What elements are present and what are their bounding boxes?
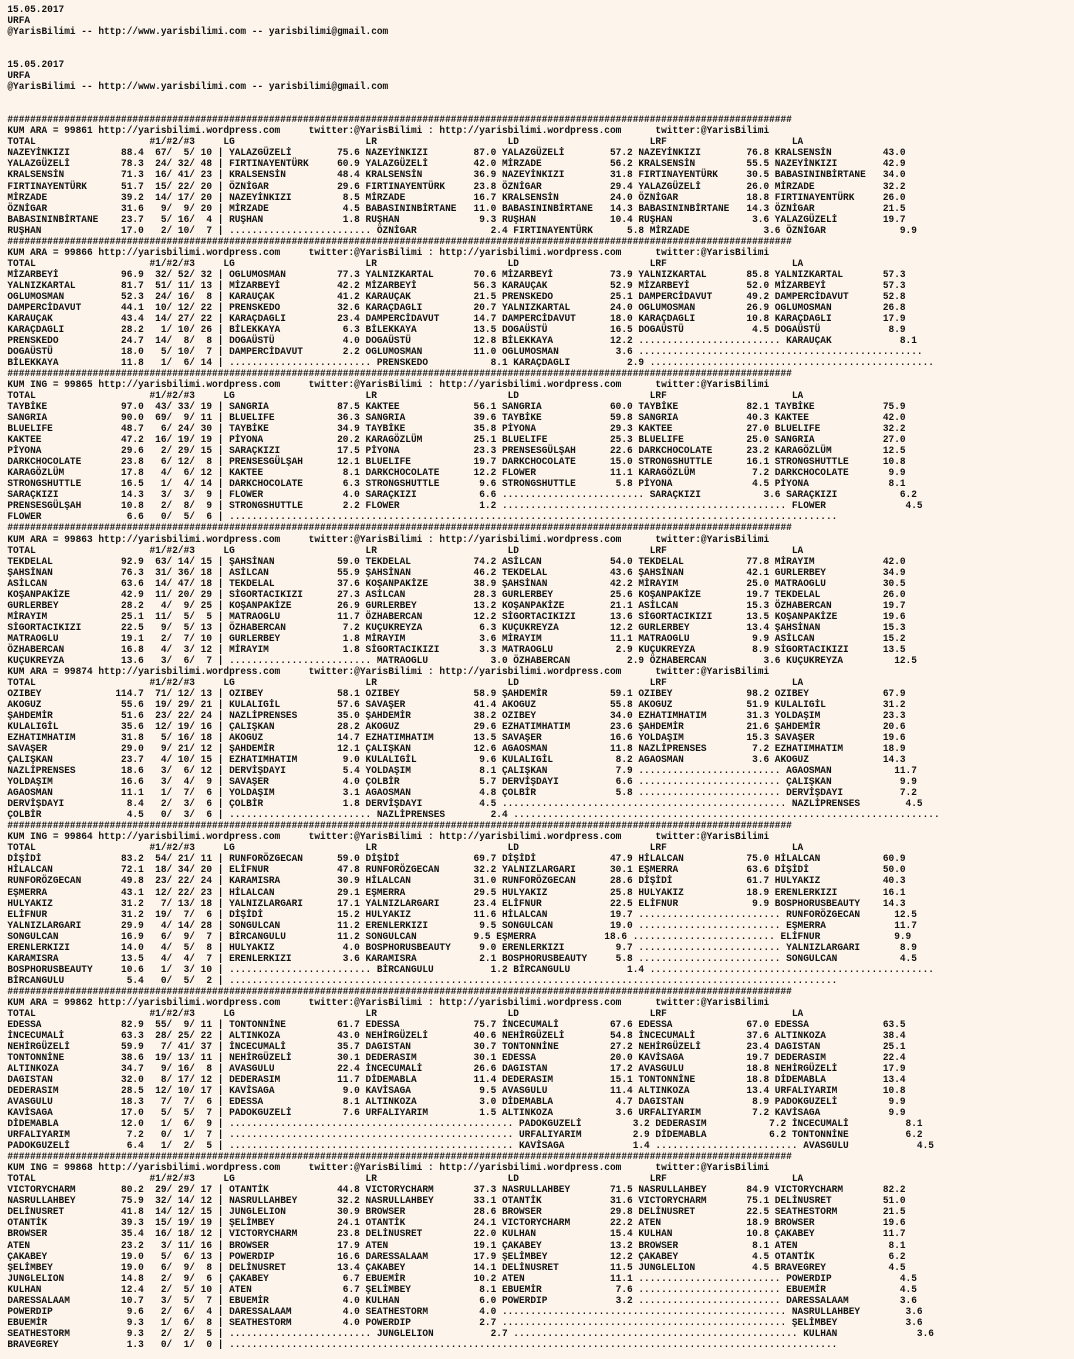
text-line: KUM ARA = 99863 http://yarisbilimi.wordpress.com twitter:@YarisBilimi : http://yarisbilimi.wordpress.com twitter:@YarisBilimi	[7, 533, 770, 546]
text-line: BİLEKKAYA 11.8 1/ 6/ 14 | ......................... PRENSKEDO 8.1 KARAÇDAGLI 2.9 ..................................................	[7, 357, 934, 369]
text-line: KUM ING = 99868 http://yarisbilimi.wordpress.com twitter:@YarisBilimi : http://yarisbilimi.wordpress.com twitter:@YarisBilimi	[7, 1162, 770, 1175]
text-line: ŞAHDEMİR 51.6 23/ 22/ 24 | NAZLİPRENSES 35.0 ŞAHDEMİR 38.2 OZIBEY 34.0 EZHATIMHATIM 31.3 YOLDAŞIM 23.3	[7, 710, 906, 722]
text-line: ŞAHSİNAN 76.3 31/ 36/ 18 | ASİLCAN 55.9 ŞAHSİNAN 46.2 TEKDELAL 43.6 ŞAHSİNAN 42.1 GURLERBEY 34.9	[7, 566, 906, 579]
text-line: EŞMERRA 43.1 12/ 22/ 23 | HİLALCAN 29.1 EŞMERRA 29.5 HULYAKIZ 25.8 HULYAKIZ 18.9 ERENLERKIZI 16.1	[7, 886, 906, 899]
text-line: İNCECUMALİ 63.3 28/ 25/ 22 | ALTINKOZA 43.0 NEHİRGÜZELİ 40.6 NEHİRGÜZELİ 54.8 İNCECUMALİ 37.6 ALTINKOZA 38.4	[7, 1029, 906, 1042]
text-line: URFA	[7, 15, 31, 28]
text-line: DOGAÜSTÜ 18.0 5/ 10/ 7 | DAMPERCİDAVUT 2.2 OGLUMOSMAN 11.0 OGLUMOSMAN 3.6 ..................................................	[7, 345, 923, 358]
text-line: KUM ING = 99865 http://yarisbilimi.wordpress.com twitter:@YarisBilimi : http://yarisbilimi.wordpress.com twitter:@YarisBilimi	[7, 379, 770, 392]
text-line: YALAZGÜZELİ 78.3 24/ 32/ 48 | FIRTINAYENTÜRK 60.9 YALAZGÜZELİ 42.0 MİRZADE 56.2 KRALSENSİN 55.5 NAZEYİNKIZI 42.9	[7, 158, 906, 171]
text-line: BLUELIFE 48.7 6/ 24/ 30 | TAYBİKE 34.9 TAYBİKE 35.8 PİYONA 29.3 KAKTEE 27.0 BLUELIFE 32.2	[7, 423, 906, 436]
text-line: URFALIYARIM 7.2 0/ 1/ 7 | .................................................. URFALIYARIM 2.9 DİDEMABLA 6.2 TONTONNİNE 6.2	[7, 1129, 923, 1142]
text-line: OTANTİK 39.3 15/ 19/ 19 | ŞELİMBEY 24.1 OTANTİK 24.1 VICTORYCHARM 22.2 ATEN 18.9 BROWSER 19.6	[7, 1217, 906, 1230]
text-line: TOTAL #1/#2/#3 LG LR LD LRF LA	[7, 676, 804, 689]
text-line: ÇOLBİR 4.5 0/ 3/ 6 | ......................... NAZLİPRENSES 2.4 ...........................................................................	[7, 809, 940, 822]
text-line: DAGISTAN 32.0 8/ 17/ 12 | DEDERASIM 11.7 DİDEMABLA 11.4 DEDERASIM 15.1 TONTONNİNE 18.8 DİDEMABLA 13.4	[7, 1074, 906, 1087]
text-line: DELİNUSRET 41.8 14/ 12/ 15 | JUNGLELION 30.9 BROWSER 28.6 BROWSER 29.8 DELİNUSRET 22.5 SEATHESTORM 21.5	[7, 1206, 906, 1219]
text-line: @YarisBilimi -- http://www.yarisbilimi.com -- yarisbilimi@gmail.com	[7, 81, 389, 94]
text-line: OGLUMOSMAN 52.3 24/ 16/ 8 | KARAUÇAK 41.2 KARAUÇAK 21.5 PRENSKEDO 25.1 DAMPERCİDAVUT 49.2 DAMPERCİDAVUT 52.8	[7, 290, 906, 303]
text-line: DARESSALAAM 10.7 3/ 5/ 7 | EBUEMİR 4.0 KULHAN 6.0 POWERDIP 3.2 ......................... DARESSALAAM 3.6	[7, 1294, 917, 1307]
text-line: BRAVEGREY 1.3 0/ 1/ 0 | ...........................................................................................................	[7, 1338, 838, 1351]
text-line: PRENSESGÜLŞAH 10.8 2/ 8/ 9 | STRONGSHUTTLE 2.2 FLOWER 1.2 .................................................. FLOWER 4.5	[7, 500, 923, 513]
text-line: ##########################################################################################################################################	[7, 368, 792, 381]
text-line: TOTAL #1/#2/#3 LG LR LD LRF LA	[7, 544, 804, 557]
text-line: YALNIZKARTAL 81.7 51/ 11/ 13 | MİZARBEYİ 42.2 MİZARBEYİ 56.3 KARAUÇAK 52.9 MİZARBEYİ 52.0 MİZARBEYİ 57.3	[7, 279, 906, 292]
text-line	[7, 38, 988, 49]
text-line: TOTAL #1/#2/#3 LG LR LD LRF LA	[7, 1007, 804, 1020]
text-line: MİRZADE 39.2 14/ 17/ 20 | NAZEYİNKIZI 8.5 MİRZADE 16.7 KRALSENSİN 24.0 ÖZNİGAR 18.8 FIRTINAYENTÜRK 26.0	[7, 191, 906, 204]
text-line: DİDEMABLA 12.0 1/ 6/ 9 | .................................................. PADOKGUZELİ 3.2 DEDERASIM 7.2 İNCECUMALİ 8.1	[7, 1118, 923, 1131]
text-line: EBUEMİR 9.3 1/ 6/ 8 | SEATHESTORM 4.0 POWERDIP 2.7 .................................................. ŞELİMBEY 3.6	[7, 1316, 923, 1329]
text-line: SONGULCAN 16.9 6/ 9/ 7 | BİRCANGULU 11.2 SONGULCAN 9.5 EŞMERRA 18.6 ......................... ELİFNUR 9.9	[7, 930, 912, 943]
text-line: KAVİSAGA 17.0 5/ 5/ 7 | PADOKGUZELİ 7.6 URFALIYARIM 1.5 ALTINKOZA 3.6 URFALIYARIM 7.2 KAVİSAGA 9.9	[7, 1107, 906, 1120]
text-line: MİZARBEYİ 96.9 32/ 52/ 32 | OGLUMOSMAN 77.3 YALNIZKARTAL 70.6 MİZARBEYİ 73.9 YALNIZKARTAL 85.8 YALNIZKARTAL 57.3	[7, 268, 906, 281]
text-line: ##########################################################################################################################################	[7, 985, 792, 998]
text-line: ##########################################################################################################################################	[7, 235, 792, 248]
text-line: YOLDAŞIM 16.6 3/ 4/ 9 | SAVAŞER 4.0 ÇOLBİR 5.7 DERVİŞDAYI 6.6 ......................... ÇALIŞKAN 9.9	[7, 776, 917, 789]
text-line: SEATHESTORM 9.3 2/ 2/ 5 | ......................... JUNGLELION 2.7 .................................................. KULHAN 3.6	[7, 1327, 934, 1340]
text-line: ÖZNİGAR 31.6 9/ 9/ 20 | MİRZADE 4.5 BABASININBİRTANE 11.0 BABASININBİRTANE 14.3 BABASININBİRTANE 14.3 ÖZNİGAR 21.5	[7, 202, 906, 215]
text-line: HİLALCAN 72.1 18/ 34/ 20 | ELİFNUR 47.8 RUNFORÖZGECAN 32.2 YALNIZLARGARI 30.1 EŞMERRA 63.6 DİŞİDİ 50.0	[7, 864, 906, 877]
text-line: KUM ARA = 99861 http://yarisbilimi.wordpress.com twitter:@YarisBilimi : http://yarisbilimi.wordpress.com twitter:@YarisBilimi	[7, 125, 770, 138]
text-line: BROWSER 35.4 16/ 18/ 12 | VICTORYCHARM 23.8 DELİNUSRET 22.0 KULHAN 15.4 KULHAN 10.8 ÇAKABEY 11.7	[7, 1228, 906, 1241]
text-line: KUM ING = 99864 http://yarisbilimi.wordpress.com twitter:@YarisBilimi : http://yarisbilimi.wordpress.com twitter:@YarisBilimi	[7, 831, 770, 844]
text-line: KRALSENSİN 71.3 16/ 41/ 23 | KRALSENSİN 48.4 KRALSENSİN 36.9 NAZEYİNKIZI 31.8 FIRTINAYENTÜRK 30.5 BABASININBİRTANE 34.0	[7, 169, 906, 182]
text-line: NEHİRGÜZELİ 59.9 7/ 41/ 37 | İNCECUMALİ 35.7 DAGISTAN 30.7 TONTONNİNE 27.2 NEHİRGÜZELİ 23.4 DAGISTAN 25.1	[7, 1040, 906, 1053]
text-line: EZHATIMHATIM 31.8 5/ 16/ 18 | AKOGUZ 14.7 EZHATIMHATIM 13.5 SAVAŞER 16.6 YOLDAŞIM 15.3 SAVAŞER 19.6	[7, 732, 906, 745]
text-line: PRENSKEDO 24.7 14/ 8/ 8 | DOGAÜSTÜ 4.0 DOGAÜSTÜ 12.8 BİLEKKAYA 12.2 ......................... KARAUÇAK 8.1	[7, 334, 917, 347]
text-line: ERENLERKIZI 14.0 4/ 5/ 8 | HULYAKIZ 4.0 BOSPHORUSBEAUTY 9.0 ERENLERKIZI 9.7 ......................... YALNIZLARGARI 8.9	[7, 941, 917, 954]
text-line: PADOKGUZELİ 6.4 1/ 2/ 5 | .................................................. KAVİSAGA 1.4 ......................... AVASGULU 4.5	[7, 1140, 934, 1153]
text-line: MİRAYIM 25.1 11/ 5/ 5 | MATRAOGLU 11.7 ÖZHABERCAN 12.2 SİGORTACIKIZI 13.6 SİGORTACIKIZI 13.5 KOŞANPAKİZE 19.6	[7, 610, 906, 623]
text-line: KULHAN 12.4 2/ 5/ 10 | ATEN 6.7 ŞELİMBEY 8.1 EBUEMİR 7.6 ......................... EBUEMİR 4.5	[7, 1283, 917, 1296]
text-line: DİŞİDİ 83.2 54/ 21/ 11 | RUNFORÖZGECAN 59.0 DİŞİDİ 69.7 DİŞİDİ 47.9 HİLALCAN 75.0 HİLALCAN 60.9	[7, 853, 906, 866]
text-line: TOTAL #1/#2/#3 LG LR LD LRF LA	[7, 1173, 804, 1186]
text-line: @YarisBilimi -- http://www.yarisbilimi.com -- yarisbilimi@gmail.com	[7, 26, 389, 39]
text-line: POWERDIP 9.6 2/ 6/ 4 | DARESSALAAM 4.0 SEATHESTORM 4.0 .................................................. NASRULLAHBEY 3.6	[7, 1305, 923, 1318]
text-line: HULYAKIZ 31.2 7/ 13/ 18 | YALNIZLARGARI 17.1 YALNIZLARGARI 23.4 ELİFNUR 22.5 ELİFNUR 9.9 BOSPHORUSBEAUTY 14.3	[7, 897, 906, 910]
text-line: ##########################################################################################################################################	[7, 114, 792, 127]
text-line	[7, 49, 988, 60]
text-line: KAKTEE 47.2 16/ 19/ 19 | PİYONA 20.2 KARAGÖZLÜM 25.1 BLUELIFE 25.3 BLUELIFE 25.0 SANGRIA 27.0	[7, 434, 906, 447]
text-line: 15.05.2017	[7, 4, 65, 16]
text-line: ŞELİMBEY 19.0 6/ 9/ 8 | DELİNUSRET 13.4 ÇAKABEY 14.1 DELİNUSRET 11.5 JUNGLELION 4.5 BRAVEGREY 4.5	[7, 1261, 906, 1274]
text-line: KARAGÖZLÜM 17.8 4/ 6/ 12 | KAKTEE 8.1 DARKCHOCOLATE 12.2 FLOWER 11.1 KARAGÖZLÜM 7.2 DARKCHOCOLATE 9.9	[7, 467, 906, 480]
text-line: ALTINKOZA 34.7 9/ 16/ 8 | AVASGULU 22.4 İNCECUMALİ 26.6 DAGISTAN 17.2 AVASGULU 18.8 NEHİRGÜZELİ 17.9	[7, 1063, 906, 1075]
text-line: KUÇUKREYZA 13.6 3/ 6/ 7 | ......................... MATRAOGLU 3.0 ÖZHABERCAN 2.9 ÖZHABERCAN 3.6 KUÇUKREYZA 12.5	[7, 654, 917, 667]
text-line: AVASGULU 18.3 7/ 7/ 6 | EDESSA 8.1 ALTINKOZA 3.0 DİDEMABLA 4.7 DAGISTAN 8.9 PADOKGUZELİ 9.9	[7, 1096, 906, 1109]
text-line: FIRTINAYENTÜRK 51.7 15/ 22/ 20 | ÖZNİGAR 29.6 FIRTINAYENTÜRK 23.8 ÖZNİGAR 29.4 YALAZGÜZELİ 26.0 MİRZADE 32.2	[7, 180, 906, 193]
text-line: ##########################################################################################################################################	[7, 1151, 792, 1164]
text-line: ASİLCAN 63.6 14/ 47/ 18 | TEKDELAL 37.6 KOŞANPAKİZE 38.9 ŞAHSİNAN 42.2 MİRAYIM 25.0 MATRAOGLU 30.5	[7, 577, 906, 590]
text-line: OZIBEY 114.7 71/ 12/ 13 | OZIBEY 58.1 OZIBEY 58.9 ŞAHDEMİR 59.1 OZIBEY 98.2 OZIBEY 67.9	[7, 687, 906, 700]
text-line: KARAÇDAGLI 28.2 1/ 10/ 26 | BİLEKKAYA 6.3 BİLEKKAYA 13.5 DOGAÜSTÜ 16.5 DOGAÜSTÜ 4.5 DOGAÜSTÜ 8.9	[7, 323, 906, 336]
text-line: ##########################################################################################################################################	[7, 522, 792, 535]
text-line: ÇAKABEY 19.0 5/ 6/ 13 | POWERDIP 16.6 DARESSALAAM 17.9 ŞELİMBEY 12.2 ÇAKABEY 4.5 OTANTİK 6.2	[7, 1250, 906, 1263]
text-line: SİGORTACIKIZI 22.5 9/ 5/ 13 | ÖZHABERCAN 7.2 KUÇUKREYZA 6.3 KUÇUKREYZA 12.2 GURLERBEY 13.4 ŞAHSİNAN 15.3	[7, 621, 906, 634]
text-line: VICTORYCHARM 80.2 29/ 29/ 17 | OTANTİK 44.8 VICTORYCHARM 37.3 NASRULLAHBEY 71.5 NASRULLAHBEY 84.9 VICTORYCHARM 82.2	[7, 1184, 906, 1197]
text-line: BİRCANGULU 5.4 0/ 5/ 2 | ...........................................................................................................	[7, 974, 838, 987]
text-line: AKOGUZ 55.6 19/ 29/ 21 | KULALIGİL 57.6 SAVAŞER 41.4 AKOGUZ 55.8 AKOGUZ 51.9 KULALIGİL 31.2	[7, 698, 906, 711]
text-line: PİYONA 29.6 2/ 29/ 15 | SARAÇKIZI 17.5 PİYONA 23.3 PRENSESGÜLŞAH 22.6 DARKCHOCOLATE 23.2 KARAGÖZLÜM 12.5	[7, 445, 906, 458]
text-line: URFA	[7, 70, 31, 83]
text-line: GURLERBEY 28.2 4/ 9/ 25 | KOŞANPAKİZE 26.9 GURLERBEY 13.2 KOŞANPAKİZE 21.1 ASİLCAN 15.3 ÖZHABERCAN 19.7	[7, 599, 906, 612]
text-line: NAZEYİNKIZI 88.4 67/ 5/ 10 | YALAZGÜZELİ 75.6 NAZEYİNKIZI 87.0 YALAZGÜZELİ 57.2 NAZEYİNKIZI 76.8 KRALSENSİN 43.0	[7, 147, 906, 160]
text-line: KUM ARA = 99866 http://yarisbilimi.wordpress.com twitter:@YarisBilimi : http://yarisbilimi.wordpress.com twitter:@YarisBilimi	[7, 246, 770, 259]
text-line: BOSPHORUSBEAUTY 10.6 1/ 3/ 10 | ......................... BİRCANGULU 1.2 BİRCANGULU 1.4 ..................................................	[7, 963, 934, 976]
text-line: JUNGLELION 14.8 2/ 9/ 6 | ÇAKABEY 6.7 EBUEMİR 10.2 ATEN 11.1 ......................... POWERDIP 4.5	[7, 1272, 917, 1285]
text-line: DARKCHOCOLATE 23.8 6/ 12/ 8 | PRENSESGÜLŞAH 12.1 BLUELIFE 19.7 DARKCHOCOLATE 15.0 STRONGSHUTTLE 16.1 STRONGSHUTTLE 10.8	[7, 456, 906, 469]
text-line: TAYBİKE 97.0 43/ 33/ 19 | SANGRIA 87.5 KAKTEE 56.1 SANGRIA 60.0 TAYBİKE 82.1 TAYBİKE 75.9	[7, 401, 906, 414]
text-line: KULALIGİL 35.6 12/ 19/ 16 | ÇALIŞKAN 28.2 AKOGUZ 29.6 EZHATIMHATIM 23.6 ŞAHDEMİR 21.6 ŞAHDEMİR 20.6	[7, 721, 906, 734]
text-line: KARAMISRA 13.5 4/ 4/ 7 | ERENLERKIZI 3.6 KARAMISRA 2.1 BOSPHORUSBEAUTY 5.8 ......................... SONGULCAN 4.5	[7, 952, 917, 965]
text-line: ATEN 23.2 3/ 11/ 16 | BROWSER 17.9 ATEN 19.1 ÇAKABEY 13.2 BROWSER 8.1 ATEN 8.1	[7, 1239, 906, 1252]
text-line: ÇALIŞKAN 23.7 4/ 10/ 15 | EZHATIMHATIM 9.0 KULALIGİL 9.6 KULALIGİL 8.2 AGAOSMAN 3.6 AKOGUZ 14.3	[7, 754, 906, 767]
text-line: TOTAL #1/#2/#3 LG LR LD LRF LA	[7, 257, 804, 270]
text-line: KUM ARA = 99874 http://yarisbilimi.wordpress.com twitter:@YarisBilimi : http://yarisbilimi.wordpress.com twitter:@YarisBilimi	[7, 665, 770, 678]
text-line: RUŞHAN 17.0 2/ 10/ 7 | ......................... ÖZNİGAR 2.4 FIRTINAYENTÜRK 5.8 MİRZADE 3.6 ÖZNİGAR 9.9	[7, 224, 917, 237]
text-line: DAMPERCİDAVUT 44.1 10/ 12/ 22 | PRENSKEDO 32.6 KARAÇDAGLI 20.7 YALNIZKARTAL 24.0 OGLUMOSMAN 26.9 OGLUMOSMAN 26.8	[7, 301, 906, 314]
text-line: ##########################################################################################################################################	[7, 820, 792, 833]
text-line: ELİFNUR 31.2 19/ 7/ 6 | DİŞİDİ 15.2 HULYAKIZ 11.6 HİLALCAN 19.7 ......................... RUNFORÖZGECAN 12.5	[7, 908, 917, 921]
text-line: TOTAL #1/#2/#3 LG LR LD LRF LA	[7, 842, 804, 855]
text-line: SANGRIA 90.0 69/ 9/ 11 | BLUELIFE 36.3 SANGRIA 39.6 TAYBİKE 59.8 SANGRIA 40.3 KAKTEE 42.0	[7, 412, 906, 425]
text-line: KOŞANPAKİZE 42.9 11/ 20/ 29 | SİGORTACIKIZI 27.3 ASİLCAN 28.3 GURLERBEY 25.6 KOŞANPAKİZE 19.7 TEKDELAL 26.0	[7, 588, 906, 601]
text-line: STRONGSHUTTLE 16.5 1/ 4/ 14 | DARKCHOCOLATE 6.3 STRONGSHUTTLE 9.6 STRONGSHUTTLE 5.8 PİYONA 4.5 PİYONA 8.1	[7, 478, 906, 491]
text-line: DERVİŞDAYI 8.4 2/ 3/ 6 | ÇOLBİR 1.8 DERVİŞDAYI 4.5 .................................................. NAZLİPRENSES 4.5	[7, 798, 923, 811]
text-line: SARAÇKIZI 14.3 3/ 3/ 9 | FLOWER 4.0 SARAÇKIZI 6.6 ......................... SARAÇKIZI 3.6 SARAÇKIZI 6.2	[7, 489, 917, 502]
text-line: ÖZHABERCAN 16.8 4/ 3/ 12 | MİRAYIM 1.8 SİGORTACIKIZI 3.3 MATRAOGLU 2.9 KUÇUKREYZA 8.9 SİGORTACIKIZI 13.5	[7, 643, 906, 656]
text-line: MATRAOGLU 19.1 2/ 7/ 10 | GURLERBEY 1.8 MİRAYIM 3.6 MİRAYIM 11.1 MATRAOGLU 9.9 ASİLCAN 15.2	[7, 632, 906, 645]
text-line	[7, 93, 988, 104]
text-line: RUNFORÖZGECAN 49.8 23/ 22/ 24 | KARAMISRA 30.9 HİLALCAN 31.0 RUNFORÖZGECAN 28.6 DİŞİDİ 61.7 HULYAKIZ 40.3	[7, 875, 906, 888]
text-line: EDESSA 82.9 55/ 9/ 11 | TONTONNİNE 61.7 EDESSA 75.7 İNCECUMALİ 67.6 EDESSA 67.0 EDESSA 63.5	[7, 1018, 906, 1031]
text-line: AGAOSMAN 11.1 1/ 7/ 6 | YOLDAŞIM 3.1 AGAOSMAN 4.8 ÇOLBİR 5.8 ......................... DERVİŞDAYI 7.2	[7, 787, 917, 800]
text-line: NASRULLAHBEY 75.9 32/ 14/ 12 | NASRULLAHBEY 32.2 NASRULLAHBEY 33.1 OTANTİK 31.6 VICTORYCHARM 75.1 DELİNUSRET 51.0	[7, 1195, 906, 1208]
text-line: FLOWER 6.6 0/ 5/ 6 | ...........................................................................................................	[7, 511, 838, 524]
text-line: DEDERASIM 28.5 12/ 10/ 17 | KAVİSAGA 9.0 KAVİSAGA 9.5 AVASGULU 11.4 ALTINKOZA 13.4 URFALIYARIM 10.8	[7, 1085, 906, 1098]
text-line: SAVAŞER 29.0 9/ 21/ 12 | ŞAHDEMİR 12.1 ÇALIŞKAN 12.6 AGAOSMAN 11.8 NAZLİPRENSES 7.2 EZHATIMHATIM 18.9	[7, 743, 906, 756]
text-line: 15.05.2017	[7, 59, 65, 72]
text-line: TEKDELAL 92.9 63/ 14/ 15 | ŞAHSİNAN 59.0 TEKDELAL 74.2 ASİLCAN 54.0 TEKDELAL 77.8 MİRAYIM 42.0	[7, 555, 906, 568]
text-line: BABASININBİRTANE 23.7 5/ 16/ 4 | RUŞHAN 1.8 RUŞHAN 9.3 RUŞHAN 10.4 RUŞHAN 3.6 YALAZGÜZELİ 19.7	[7, 213, 906, 226]
text-line: TOTAL #1/#2/#3 LG LR LD LRF LA	[7, 390, 804, 403]
text-line: KARAUÇAK 43.4 14/ 27/ 22 | KARAÇDAGLI 23.4 DAMPERCİDAVUT 14.7 DAMPERCİDAVUT 18.0 KARAÇDAGLI 10.8 KARAÇDAGLI 17.9	[7, 312, 906, 325]
text-line: YALNIZLARGARI 29.9 4/ 14/ 28 | SONGULCAN 11.2 ERENLERKIZI 9.5 SONGULCAN 19.0 ......................... EŞMERRA 11.7	[7, 919, 917, 932]
text-line: TOTAL #1/#2/#3 LG LR LD LRF LA	[7, 136, 804, 149]
text-line: NAZLİPRENSES 18.6 3/ 6/ 12 | DERVİŞDAYI 5.4 YOLDAŞIM 8.1 ÇALIŞKAN 7.9 ......................... AGAOSMAN 11.7	[7, 765, 917, 778]
text-line: TONTONNİNE 38.6 19/ 13/ 11 | NEHİRGÜZELİ 30.1 DEDERASIM 30.1 EDESSA 20.0 KAVİSAGA 19.7 DEDERASIM 22.4	[7, 1051, 906, 1064]
text-line: KUM ARA = 99862 http://yarisbilimi.wordpress.com twitter:@YarisBilimi : http://yarisbilimi.wordpress.com twitter:@YarisBilimi	[7, 996, 770, 1009]
